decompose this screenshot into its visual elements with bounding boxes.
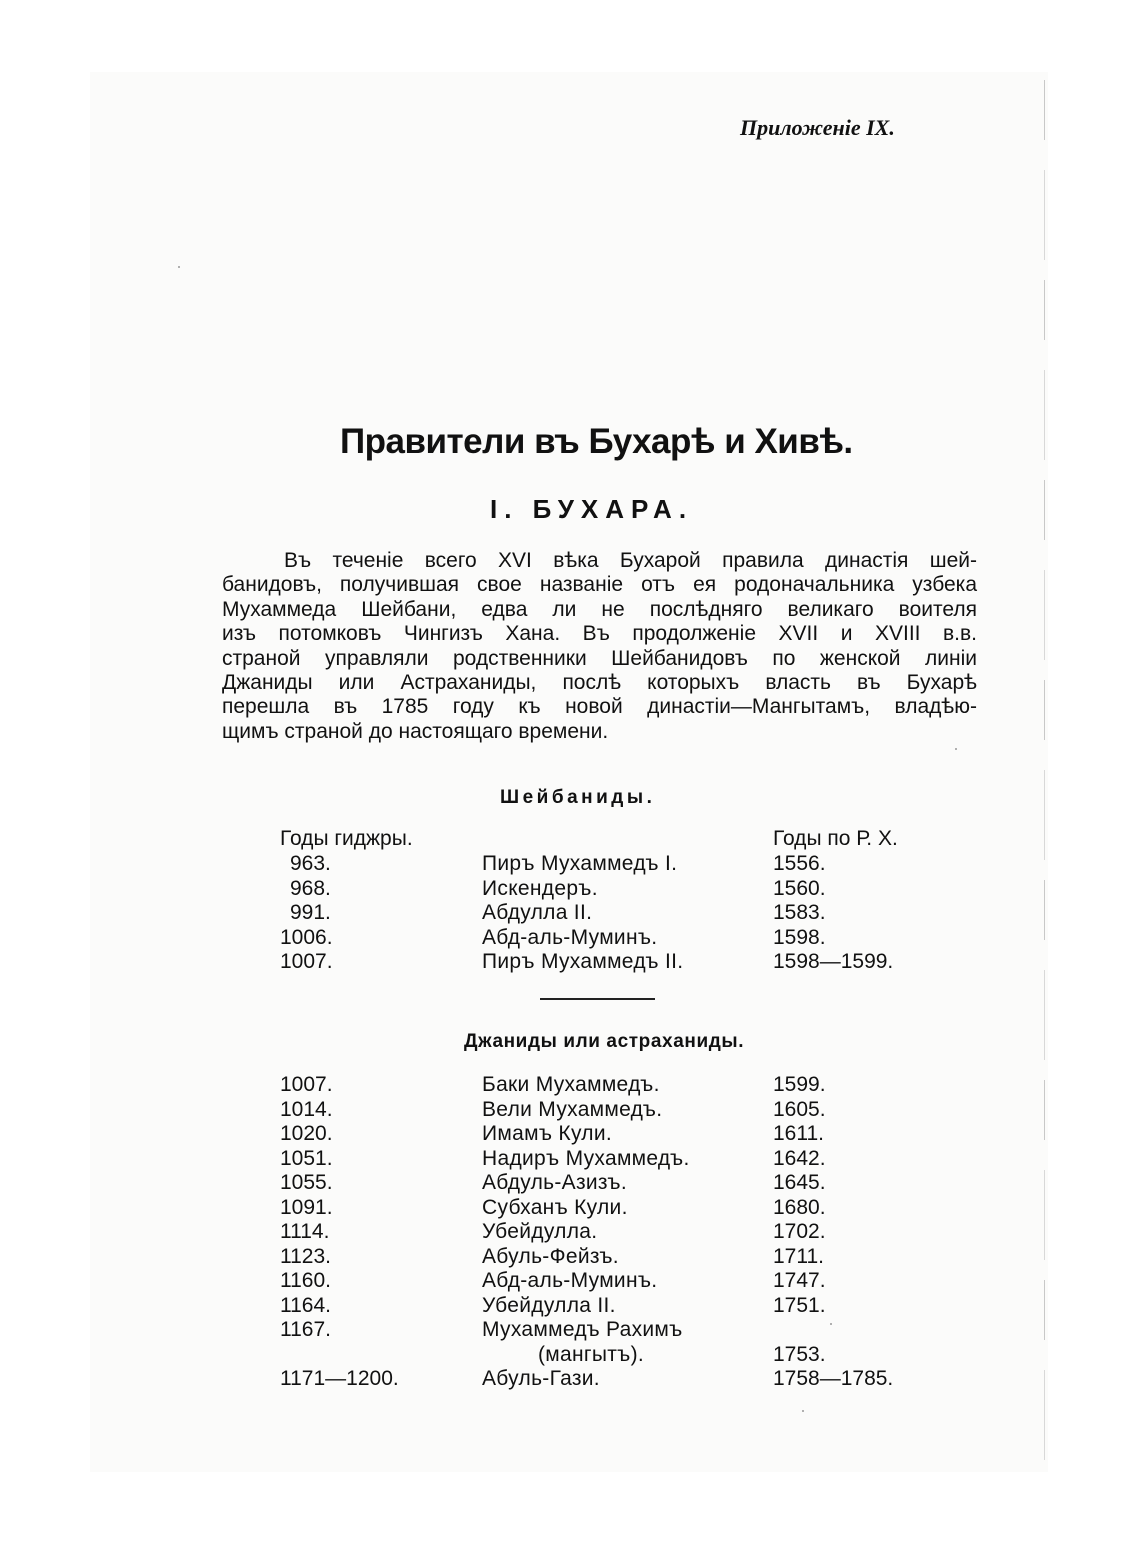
hijri-year: 963. (290, 852, 331, 875)
intro-line: Джаниды или Астраханиды, послѣ которыхъ власть въ Бухарѣ (222, 671, 977, 695)
hijri-year: 1020. (280, 1122, 333, 1145)
ruler-name: Убейдулла. (482, 1220, 598, 1243)
ruler-name: Искендеръ. (482, 876, 598, 900)
ad-year: 1751. (773, 1293, 826, 1317)
ruler-name: Абд-аль-Муминъ. (482, 925, 658, 949)
ad-column-header: Годы по Р. Х. (773, 827, 898, 850)
table-row (0, 1196, 1140, 1221)
ruler-name: Баки Мухаммедъ. (482, 1073, 660, 1096)
table-row (0, 901, 1140, 926)
ruler-name: Надиръ Мухаммедъ. (482, 1146, 690, 1170)
intro-line: Мухаммеда Шейбани, едва ли не послѣдняго великаго воителя (222, 597, 977, 621)
ad-year: 1645. (773, 1171, 826, 1194)
ruler-name: Убейдулла II. (482, 1293, 616, 1317)
ad-year: 1556. (773, 852, 826, 875)
hijri-year: 1007. (280, 950, 333, 973)
ad-year: 1598. (773, 925, 826, 949)
ad-year: 1753. (773, 1342, 826, 1366)
table-row (0, 1147, 1140, 1172)
ruler-name: Пиръ Мухаммедъ II. (482, 950, 684, 973)
section-divider (540, 998, 655, 1000)
ruler-name: Субханъ Кули. (482, 1195, 628, 1219)
ruler-name: Абдулла II. (482, 901, 593, 924)
sheibanids-table (0, 852, 1140, 975)
appendix-label: Приложеніе IX. (740, 115, 895, 140)
hijri-year: 1055. (280, 1171, 333, 1194)
janids-table (0, 1073, 1140, 1392)
hijri-year: 1007. (280, 1073, 333, 1096)
intro-line: страной управляли родственники Шейбанидовъ по женской линіи (222, 646, 977, 670)
table-row (0, 1220, 1140, 1245)
table-row (0, 1122, 1140, 1147)
intro-line: банидовъ, получившая свое названіе отъ ея родоначальника узбека (222, 573, 977, 597)
intro-line: изъ потомковъ Чингизъ Хана. Въ продолженіе XVII и XVIII в.в. (222, 622, 977, 646)
ad-year: 1758—1785. (773, 1367, 894, 1390)
scan-speck (802, 1410, 804, 1412)
hijri-year: 991. (290, 901, 331, 924)
hijri-year: 1160. (280, 1269, 331, 1292)
ruler-name (482, 1318, 683, 1367)
sheibanids-heading: Шейбаниды. (500, 787, 656, 808)
ad-year: 1642. (773, 1146, 826, 1170)
ad-year: 1605. (773, 1097, 826, 1121)
ad-year: 1711. (773, 1244, 824, 1268)
ruler-name: Абуль-Гази. (482, 1367, 600, 1390)
hijri-year: 1051. (280, 1146, 333, 1170)
page-title: Правители въ Бухарѣ и Хивѣ. (340, 422, 853, 461)
table-row (0, 1073, 1140, 1098)
table-row (0, 1245, 1140, 1270)
ad-year: 1583. (773, 901, 826, 924)
scan-speck (955, 748, 957, 750)
table-row (0, 877, 1140, 902)
table-row (0, 1318, 1140, 1367)
hijri-column-header: Годы гиджры. (280, 827, 413, 850)
intro-paragraph (222, 549, 977, 744)
table-row (0, 1294, 1140, 1319)
table-row (0, 1269, 1140, 1294)
table-row (0, 1367, 1140, 1392)
ad-year: 1747. (773, 1269, 826, 1292)
ad-year: 1680. (773, 1195, 826, 1219)
hijri-year: 1123. (280, 1244, 331, 1268)
ruler-name: Вели Мухаммедъ. (482, 1097, 663, 1121)
ruler-name: Пиръ Мухаммедъ I. (482, 852, 678, 875)
table-row (0, 950, 1140, 975)
hijri-year: 1167. (280, 1318, 331, 1341)
scan-speck (178, 266, 180, 268)
table-row (0, 926, 1140, 951)
ad-year: 1599. (773, 1073, 826, 1096)
ruler-name: Имамъ Кули. (482, 1122, 612, 1145)
table-row (0, 1171, 1140, 1196)
hijri-year: 1006. (280, 925, 333, 949)
ruler-name: Абдуль-Азизъ. (482, 1171, 627, 1194)
intro-line: перешла въ 1785 году къ новой династіи—Мангытамъ, владѣю- (222, 695, 977, 719)
ruler-name: Абд-аль-Муминъ. (482, 1269, 658, 1292)
ad-year: 1560. (773, 876, 826, 900)
janids-heading: Джаниды или астраханиды. (464, 1031, 745, 1052)
hijri-year: 1091. (280, 1195, 333, 1219)
ruler-name-continuation: (мангытъ). (538, 1342, 645, 1366)
ad-year: 1598—1599. (773, 950, 894, 973)
hijri-year: 1114. (280, 1220, 330, 1243)
hijri-year: 968. (290, 876, 331, 900)
hijri-year: 1164. (280, 1293, 331, 1317)
intro-line: Въ теченіе всего XVI вѣка Бухарой правила династія шей- (284, 549, 977, 572)
hijri-year: 1014. (280, 1097, 333, 1121)
ruler-name: Абуль-Фейзъ. (482, 1244, 619, 1268)
intro-line: щимъ страной до настоящаго времени. (222, 719, 609, 743)
hijri-year: 1171—1200. (280, 1367, 399, 1390)
ad-year: 1702. (773, 1220, 826, 1243)
ad-year: 1611. (773, 1122, 824, 1145)
table-row (0, 852, 1140, 877)
section-heading: I. БУХАРА. (490, 494, 694, 524)
ruler-name-line: Мухаммедъ Рахимъ (482, 1318, 683, 1341)
table-row (0, 1098, 1140, 1123)
